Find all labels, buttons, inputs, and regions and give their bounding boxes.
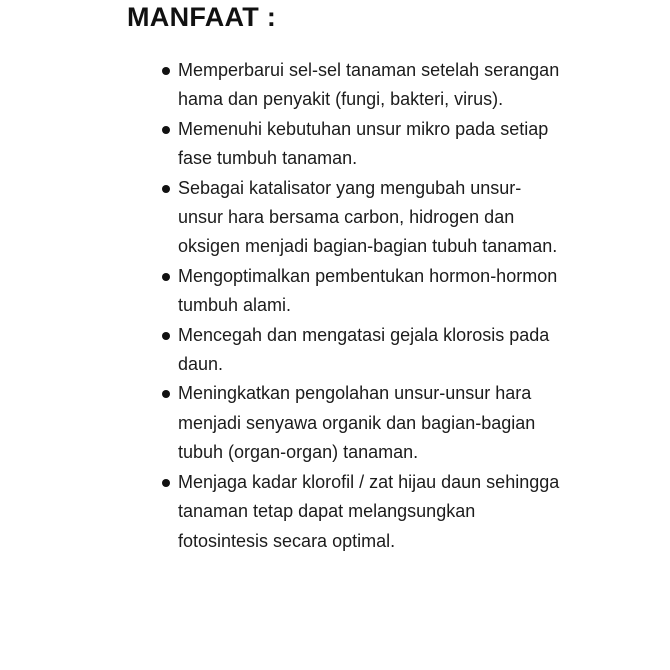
page-title: MANFAAT : — [127, 2, 277, 32]
list-item-text: Meningkatkan pengolahan unsur-unsur hara menjadi senyawa organik dan bagian-bagian tubuh (organ-organ) tanaman. — [178, 383, 536, 463]
bullet-icon — [162, 67, 170, 75]
bullet-icon — [162, 390, 170, 398]
list-item — [160, 174, 560, 262]
list-item-text: Memenuhi kebutuhan unsur mikro pada setiap fase tumbuh tanaman. — [178, 118, 549, 169]
benefit-list — [160, 56, 560, 556]
list-item — [160, 56, 560, 115]
bullet-icon — [162, 126, 170, 134]
bullet-icon — [162, 479, 170, 487]
bullet-icon — [162, 273, 170, 281]
list-item-text: Menjaga kadar klorofil / zat hijau daun sehingga tanaman tetap dapat melangsungkan fotosintesis secara optimal. — [178, 471, 560, 551]
list-item — [160, 321, 560, 380]
list-item-text: Mencegah dan mengatasi gejala klorosis pada daun. — [178, 324, 550, 375]
bullet-icon — [162, 332, 170, 340]
bullet-icon — [162, 185, 170, 193]
list-item — [160, 379, 560, 467]
list-item-text: Sebagai katalisator yang mengubah unsur-unsur hara bersama carbon, hidrogen dan oksigen menjadi bagian-bagian tubuh tanaman. — [178, 177, 558, 257]
list-item-text: Memperbarui sel-sel tanaman setelah serangan hama dan penyakit (fungi, bakteri, virus). — [178, 60, 560, 110]
list-item — [160, 262, 560, 321]
list-item-text: Mengoptimalkan pembentukan hormon-hormon tumbuh alami. — [178, 265, 558, 316]
list-item — [160, 468, 560, 556]
list-item — [160, 115, 560, 174]
